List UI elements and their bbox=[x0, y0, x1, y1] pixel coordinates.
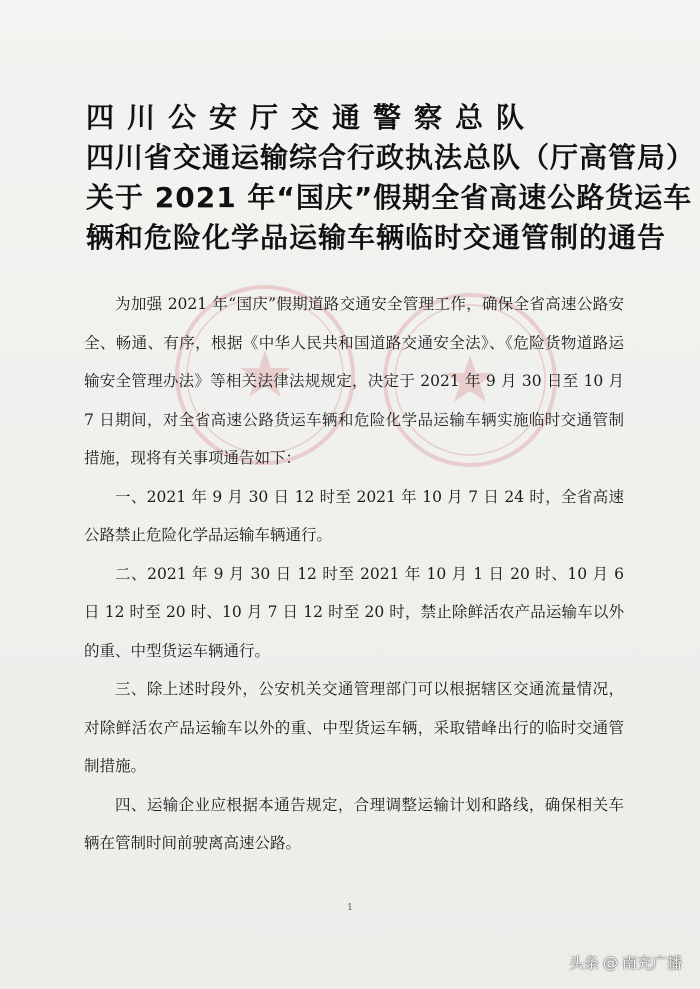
clause-3-paragraph: 三、除上述时段外，公安机关交通管理部门可以根据辖区交通流量情况，对除鲜活农产品运输车以外的重、中型货运车辆，采取错峰出行的临时交通管制措施。 bbox=[84, 680, 624, 775]
clause-2-paragraph: 二、2021 年 9 月 30 日 12 时至 2021 年 10 月 1 日 20 时、10 月 6 日 12 时至 20 时、10 月 7 日 12 时至 20 时，禁止除鲜活农产品运输车以外的重、中型货运车辆通行。 bbox=[84, 564, 624, 660]
watermark-account: 南充广播 bbox=[621, 954, 682, 972]
clause-1-paragraph: 一、2021 年 9 月 30 日 12 时至 2021 年 10 月 7 日 24 时，全省高速公路禁止危险化学品运输车辆通行。 bbox=[84, 487, 624, 544]
at-icon: @ bbox=[602, 953, 618, 972]
clause-4-paragraph: 四、运输企业应根据本通告规定，合理调整运输计划和路线，确保相关车辆在管制时间前驶离高速公路。 bbox=[84, 795, 624, 852]
watermark-prefix: 头条 bbox=[568, 954, 599, 972]
page-number: 1 bbox=[347, 903, 353, 913]
title-line-3: 关于 2021 年“国庆”假期全省高速公路货运车 bbox=[86, 181, 693, 214]
notice-body bbox=[84, 285, 624, 863]
title-line-2: 四川省交通运输综合行政执法总队（厅高管局） bbox=[86, 141, 696, 174]
notice-title bbox=[86, 98, 696, 258]
source-watermark bbox=[569, 952, 682, 973]
title-line-4: 辆和危险化学品运输车辆临时交通管制的通告 bbox=[86, 221, 667, 254]
intro-paragraph: 为加强 2021 年“国庆”假期道路交通安全管理工作，确保全省高速公路安全、畅通、有序，根据《中华人民共和国道路交通安全法》、《危险货物道路运输安全管理办法》等相关法律法规规定，决定于 2021 年 9 月 30 日至 10 月 7 日期间，对全省高速公路货运车辆和危险化学品运输车辆实施临时交通管制措施，现将有关事项通告如下： bbox=[84, 295, 624, 467]
title-line-1: 四川公安厅交通警察总队 bbox=[86, 101, 538, 134]
